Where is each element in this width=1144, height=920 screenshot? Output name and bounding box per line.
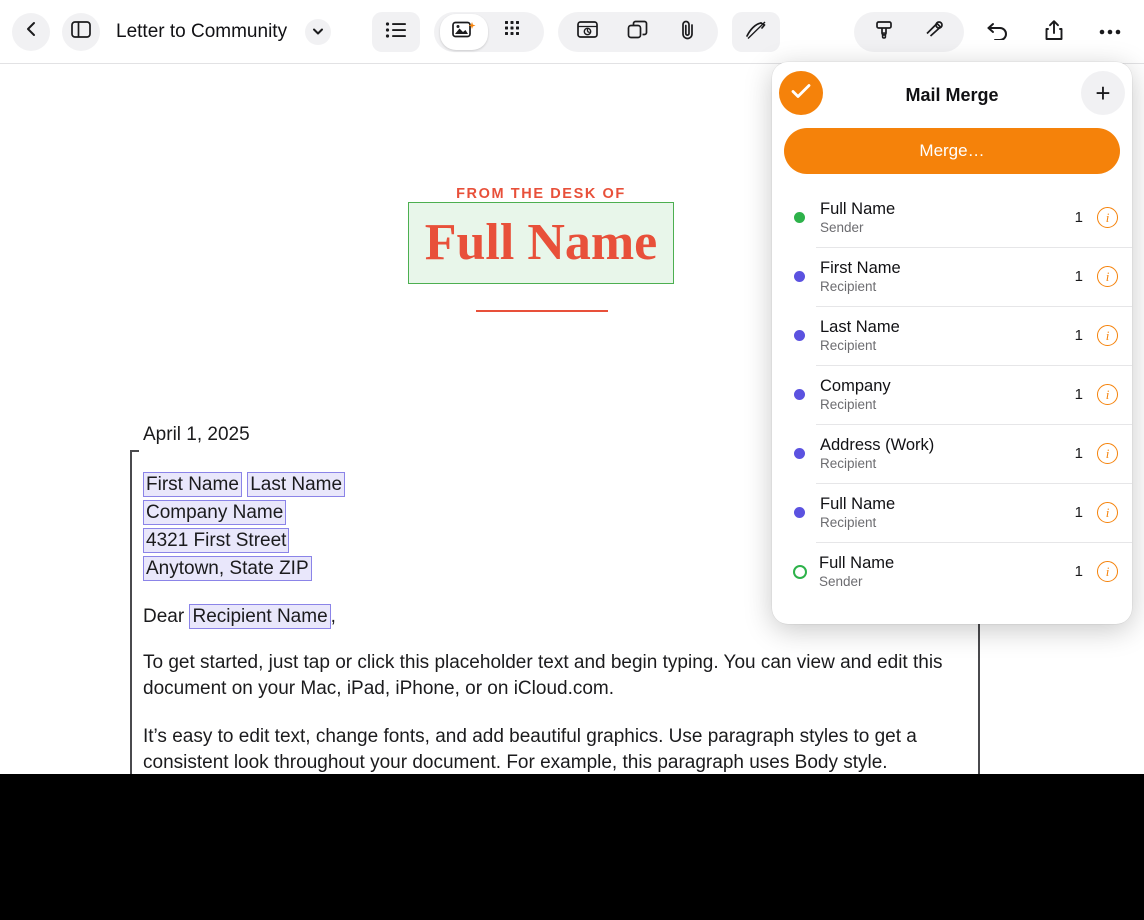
field-role: Recipient <box>820 396 877 412</box>
merge-field-row-selected[interactable] <box>772 542 1132 601</box>
object-insert-pill <box>558 12 718 52</box>
info-icon[interactable]: i <box>1097 266 1118 287</box>
placeholder-city-state-zip[interactable]: Anytown, State ZIP <box>143 556 312 581</box>
field-count: 1 <box>1074 445 1083 462</box>
mail-merge-header <box>772 62 1132 128</box>
info-icon[interactable]: i <box>1097 443 1118 464</box>
merge-field-list <box>772 188 1132 601</box>
document-title-menu-button[interactable] <box>305 19 331 45</box>
field-name: Last Name <box>820 317 900 336</box>
field-count: 1 <box>1074 268 1083 285</box>
field-count: 1 <box>1074 327 1083 344</box>
field-name: Address (Work) <box>820 435 935 454</box>
merge-field-row[interactable] <box>772 247 1132 306</box>
field-count: 1 <box>1074 504 1083 521</box>
merge-field-row[interactable] <box>772 424 1132 483</box>
field-source-dot <box>794 448 805 459</box>
merge-field-row[interactable] <box>772 188 1132 247</box>
letterhead-divider <box>476 310 608 312</box>
media-insert-button[interactable] <box>440 14 488 50</box>
mail-merge-panel <box>772 62 1132 624</box>
field-source-dot <box>794 330 805 341</box>
toolbar-left-group <box>0 13 331 51</box>
insert-media-pill <box>434 12 544 52</box>
field-texts <box>820 435 1075 473</box>
placeholder-recipient-name[interactable]: Recipient Name <box>189 604 330 629</box>
field-role: Recipient <box>820 278 877 294</box>
chevron-left-icon <box>24 20 39 43</box>
placeholder-street[interactable]: 4321 First Street <box>143 528 289 553</box>
field-name: First Name <box>820 258 901 277</box>
shape-insert-button[interactable] <box>614 14 662 50</box>
merge-field-row[interactable] <box>772 483 1132 542</box>
mail-merge-title: Mail Merge <box>905 84 999 105</box>
document-title[interactable]: Letter to Community <box>116 20 288 42</box>
info-icon[interactable]: i <box>1097 207 1118 228</box>
list-icon <box>385 22 407 43</box>
field-role: Recipient <box>820 337 877 353</box>
field-count: 1 <box>1074 386 1083 403</box>
collaboration-pill <box>854 12 964 52</box>
merge-field-row[interactable] <box>772 306 1132 365</box>
field-texts <box>819 553 1075 591</box>
field-role: Sender <box>820 219 864 235</box>
format-brush-button[interactable] <box>860 14 908 50</box>
body-paragraph-2: It’s easy to edit text, change fonts, and add beautiful graphics. Use paragraph styles to get a consistent look throughout your document. For example, this paragraph uses Body style. <box>143 726 917 773</box>
greeting-suffix: , <box>330 606 336 627</box>
field-count: 1 <box>1074 209 1083 226</box>
field-name: Full Name <box>820 199 896 218</box>
field-texts <box>820 317 1075 355</box>
share-button[interactable] <box>1032 12 1076 52</box>
attachment-button[interactable] <box>664 14 712 50</box>
info-icon[interactable]: i <box>1097 384 1118 405</box>
field-texts <box>820 376 1075 414</box>
field-role: Recipient <box>820 455 877 471</box>
attachment-icon <box>679 19 697 46</box>
comment-button[interactable] <box>910 14 958 50</box>
merge-field-row[interactable] <box>772 365 1132 424</box>
info-icon[interactable]: i <box>1097 502 1118 523</box>
chart-icon <box>577 20 599 45</box>
field-texts <box>820 494 1075 532</box>
field-name: Full Name <box>819 553 895 572</box>
field-name: Full Name <box>820 494 896 513</box>
confirm-button[interactable] <box>779 71 823 115</box>
undo-icon <box>986 20 1010 45</box>
add-field-button[interactable]: + <box>1081 71 1125 115</box>
sidebar-toggle-button[interactable] <box>62 13 100 51</box>
comment-icon <box>924 20 944 45</box>
undo-button[interactable] <box>976 12 1020 52</box>
media-insert-icon <box>452 20 476 45</box>
toolbar <box>0 0 1144 64</box>
field-source-dot <box>794 389 805 400</box>
placeholder-first-name[interactable]: First Name <box>143 472 242 497</box>
field-name: Company <box>820 376 891 395</box>
toolbar-center-group <box>372 0 780 64</box>
field-role: Recipient <box>820 514 877 530</box>
merge-button[interactable]: Merge… <box>784 128 1120 174</box>
field-source-dot <box>794 212 805 223</box>
toolbar-right-group <box>854 0 1132 64</box>
field-count: 1 <box>1074 563 1083 580</box>
selection-bracket-left <box>130 450 132 822</box>
grid-icon <box>504 20 524 45</box>
letterhead-name[interactable]: Full Name <box>424 214 658 271</box>
letter-date: April 1, 2025 <box>143 424 250 445</box>
placeholder-company[interactable]: Company Name <box>143 500 286 525</box>
more-options-button[interactable] <box>1088 12 1132 52</box>
checkmark-icon <box>790 82 812 105</box>
placeholder-last-name[interactable]: Last Name <box>247 472 345 497</box>
field-texts <box>820 199 1075 237</box>
sidebar-icon <box>71 21 91 43</box>
screen-bottom-mask <box>0 774 1144 920</box>
format-brush-icon <box>874 20 894 45</box>
chevron-down-icon <box>312 23 324 41</box>
shape-icon <box>627 20 649 45</box>
body-paragraph-1: To get started, just tap or click this placeholder text and begin typing. You can view and edit this document on your Mac, iPad, iPhone, or on iCloud.com. <box>143 652 943 699</box>
field-role: Sender <box>819 573 863 589</box>
field-source-dot-selected <box>793 565 807 579</box>
draw-button[interactable] <box>732 12 780 52</box>
more-ellipsis-icon <box>1098 23 1122 41</box>
info-icon[interactable]: i <box>1097 325 1118 346</box>
greeting-prefix: Dear <box>143 606 190 627</box>
chart-insert-button[interactable] <box>564 14 612 50</box>
field-texts <box>820 258 1075 296</box>
draw-icon <box>744 19 768 46</box>
back-button[interactable] <box>12 13 50 51</box>
info-icon[interactable]: i <box>1097 561 1118 582</box>
field-source-dot <box>794 507 805 518</box>
share-icon <box>1044 19 1064 46</box>
field-source-dot <box>794 271 805 282</box>
list-button[interactable] <box>372 12 420 52</box>
grid-insert-button[interactable] <box>490 14 538 50</box>
letterhead-eyebrow: FROM THE DESK OF <box>456 186 626 202</box>
